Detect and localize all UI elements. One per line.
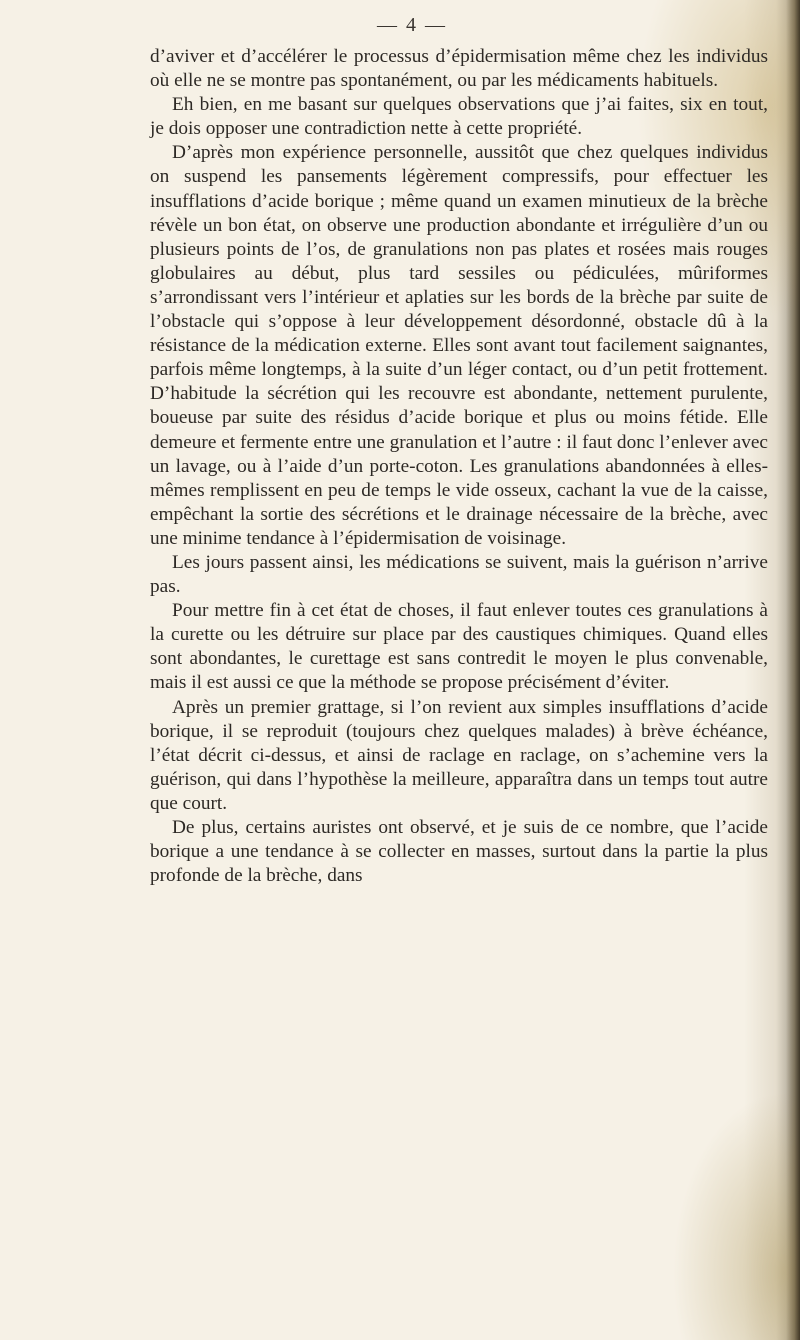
paragraph-2: Eh bien, en me basant sur quelques observations que j’ai faites, six en tout, je dois opposer une contradiction nette à cette propriété. — [150, 94, 768, 140]
paragraph-6: Après un premier grattage, si l’on revient aux simples insufflations d’acide borique, il se reproduit (toujours chez quelques malades) à brève échéance, l’état décrit ci-dessus, et ainsi de raclage en raclage, on s’achemine vers la guérison, qui dans l’hypothèse la meilleure, apparaîtra dans un temps tout autre que court. — [150, 696, 768, 814]
page-number: — 4 — — [377, 14, 447, 36]
paragraph-5: Pour mettre fin à cet état de choses, il faut enlever toutes ces granulations à la curette ou les détruire sur place par des caustiques chimiques. Quand elles sont abondantes, le curettage est sans contredit le moyen le plus convenable, mais il est aussi ce que la méthode se propose précisément d’éviter. — [150, 600, 768, 694]
paragraph-7: De plus, certains auristes ont observé, et je suis de ce nombre, que l’acide borique a une tendance à se collecter en masses, surtout dans la partie la plus profonde de la brèche, dans — [150, 817, 768, 887]
paragraph-1: d’aviver et d’accélérer le processus d’épidermisation même chez les individus où elle ne se montre pas spontanément, ou par les médicaments habituels. — [150, 46, 768, 92]
paragraph-4: Les jours passent ainsi, les médications se suivent, mais la guérison n’arrive pas. — [150, 551, 768, 598]
body-text — [150, 45, 768, 888]
page-edge-shadow — [786, 0, 800, 1340]
paragraph-3: D’après mon expérience personnelle, aussitôt que chez quelques individus on suspend les pansements légèrement compressifs, pour effectuer les insufflations d’acide borique ; même quand un examen minutieux de la brèche révèle un bon état, on observe une production abondante et irrégulière d’un ou plusieurs points de l’os, de granulations non pas plates et rosées mais rouges globulaires au début, plus tard sessiles ou pédiculées, mûriformes s’arrondissant vers l’intérieur et aplaties sur les bords de la brèche par suite de l’obstacle qui s’oppose à leur développement désordonné, obstacle dû à la résistance de la médication externe. Elles sont avant tout facilement saignantes, parfois même longtemps, à la suite d’un léger contact, ou d’un petit frottement. D’habitude la sécrétion qui les recouvre est abondante, nettement purulente, boueuse par suite des résidus d’acide borique et plus ou moins fétide. Elle demeure et fermente entre une granulation et l’autre : il faut donc l’enlever avec un lavage, ou à l’aide d’un porte-coton. Les granulations abandonnées à elles-mêmes remplissent en peu de temps le vide osseux, cachant la vue de la caisse, empêchant la sortie des sécrétions et le drainage nécessaire de la brèche, avec une minime tendance à l’épidermisation de voisinage. — [150, 142, 768, 549]
